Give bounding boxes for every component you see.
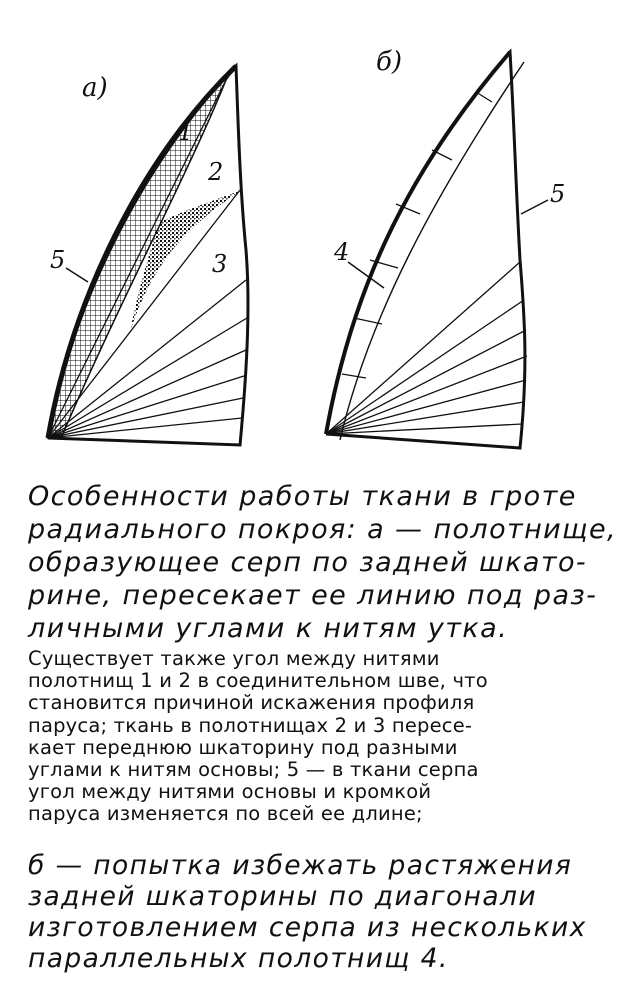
callout-line-5-b (521, 200, 548, 214)
caption-body-line: паруса изменяется по всей ее длине; (28, 802, 423, 826)
caption-b-line: параллельных полотнищ 4. (28, 943, 449, 974)
caption-body-line: угол между нитями основы и кромкой (28, 780, 432, 804)
caption-body-line: углами к нитям основы; 5 — в ткани серпа (28, 758, 479, 782)
callout-3-a: 3 (212, 250, 228, 278)
caption-main-line: образующее серп по задней шкато- (28, 547, 588, 578)
caption-main-line: рине, пересекает ее линию под раз- (28, 580, 598, 611)
roach-inner-b (340, 62, 524, 440)
caption-b-line: изготовлением серпа из нескольких (28, 912, 587, 943)
caption-b-line: задней шкаторины по диагонали (28, 881, 537, 912)
caption-b (28, 850, 598, 974)
panel-b-label: б) (376, 47, 403, 77)
sail-b (326, 47, 565, 448)
caption-main-line: радиального покроя: а — полотнище, (28, 514, 617, 545)
caption-main-line: Особенности работы ткани в гроте (28, 481, 577, 512)
callout-5-b: 5 (550, 180, 566, 208)
radial-seams-b (326, 262, 527, 434)
caption-b-line: б — попытка избежать растяжения (28, 850, 573, 881)
leech-b (326, 52, 510, 434)
sail-a (48, 66, 248, 445)
caption-main (28, 480, 617, 645)
sail-diagrams (0, 0, 620, 470)
callout-4-b: 4 (334, 238, 350, 266)
callout-1-a: 1 (178, 118, 194, 146)
caption-body-line: Существует также угол между нитями (28, 647, 440, 670)
roach-strips-b (342, 92, 492, 378)
caption-body-line: становится причиной искажения профиля (28, 691, 475, 715)
caption-main-line: личными углами к нитям утка. (28, 613, 509, 644)
callout-2-a: 2 (208, 158, 224, 186)
caption-body-line: кает переднюю шкаторину под разными (28, 735, 458, 759)
callout-5-a: 5 (50, 246, 66, 274)
callout-line-5-a (66, 268, 88, 282)
panel-a-label: а) (82, 73, 108, 103)
caption-body-line: полотнищ 1 и 2 в соединительном шве, что (28, 669, 488, 693)
caption-body (28, 648, 598, 826)
caption-body-line: паруса; ткань в полотнищах 2 и 3 пересе- (28, 713, 473, 737)
